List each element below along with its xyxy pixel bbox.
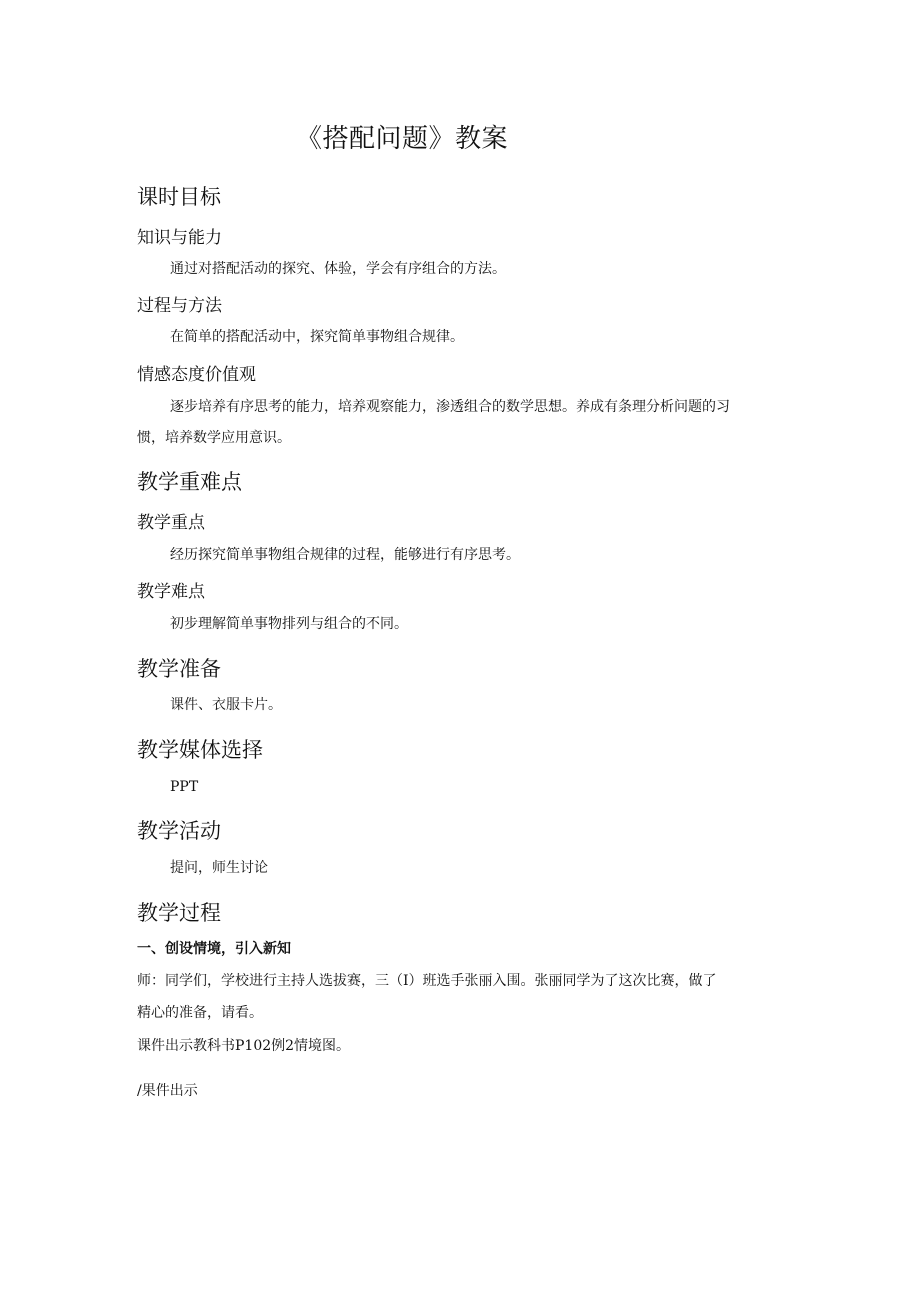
section-heading-media: 教学媒体选择 — [137, 738, 263, 762]
paragraph-teacher-line1: 师：同学们，学校进行主持人选拔赛，三（I）班选手张丽入围。张丽同学为了这次比赛，做了 — [137, 973, 717, 989]
paragraph-activities: 提问，师生讨论 — [170, 860, 268, 876]
subheading-attitude: 情感态度价值观 — [137, 365, 256, 385]
section-heading-activities: 教学活动 — [137, 819, 221, 843]
subheading-process-method: 过程与方法 — [137, 296, 222, 316]
paragraph-attitude-line2: 惯，培养数学应用意识。 — [137, 430, 291, 446]
document-title: 《搭配问题》教案 — [296, 124, 509, 154]
subheading-difficulty: 教学难点 — [137, 582, 205, 602]
image-caption: /果件出示 — [137, 1083, 198, 1099]
subheading-focus: 教学重点 — [137, 513, 205, 533]
subheading-step1: 一、创设情境，引入新知 — [137, 941, 291, 957]
paragraph-process-method: 在简单的搭配活动中，探究简单事物组合规律。 — [170, 329, 464, 345]
paragraph-attitude-line1: 逐步培养有序思考的能力，培养观察能力，渗透组合的数学思想。养成有条理分析问题的习 — [170, 399, 730, 415]
paragraph-knowledge: 通过对搭配活动的探究、体验，学会有序组合的方法。 — [170, 261, 506, 277]
paragraph-difficulty: 初步理解简单事物排列与组合的不同。 — [170, 616, 408, 632]
paragraph-teacher-line2: 精心的准备，请看。 — [137, 1005, 263, 1021]
section-heading-process: 教学过程 — [137, 901, 221, 925]
paragraph-media: PPT — [170, 779, 199, 795]
section-heading-objectives: 课时目标 — [137, 185, 221, 209]
paragraph-preparation: 课件、衣服卡片。 — [170, 697, 282, 713]
subheading-knowledge: 知识与能力 — [137, 228, 222, 248]
paragraph-courseware: 课件出示教科书P102例2情境图。 — [137, 1038, 351, 1054]
section-heading-preparation: 教学准备 — [137, 657, 221, 681]
section-heading-key-points: 教学重难点 — [137, 470, 242, 494]
paragraph-focus: 经历探究简单事物组合规律的过程，能够进行有序思考。 — [170, 547, 520, 563]
